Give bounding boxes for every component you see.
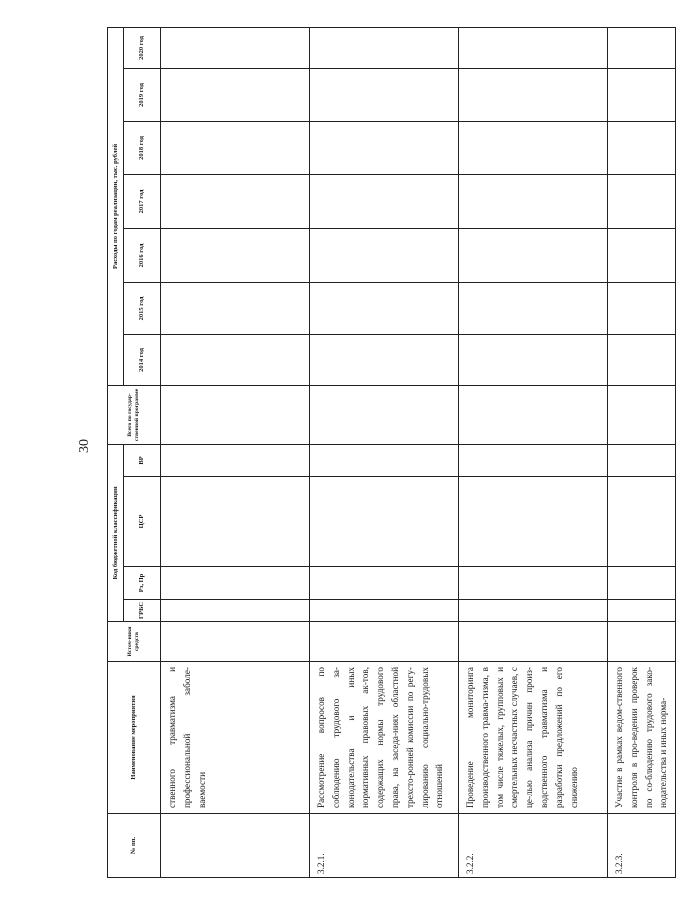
cell-2017 [459, 174, 608, 228]
header-year-2019: 2019 год [124, 68, 161, 121]
row-num: 3.2.1. [316, 853, 326, 874]
header-num: № пп. [108, 814, 161, 878]
cell-source [310, 622, 459, 662]
row-num-cell [608, 814, 676, 878]
cell-2020 [459, 27, 608, 68]
cell-2014 [459, 334, 608, 385]
cell-grbs [310, 600, 459, 622]
cell-2020 [161, 27, 310, 68]
page-number: 30 [77, 439, 92, 453]
row-num-cell [161, 814, 310, 878]
header-year-2015: 2015 год [124, 282, 161, 334]
cell-2020 [608, 27, 676, 68]
cell-2015 [459, 282, 608, 334]
cell-rzpr [459, 567, 608, 600]
cell-2014 [161, 334, 310, 385]
cell-2019 [310, 68, 459, 121]
cell-grbs [161, 600, 310, 622]
header-year-2018: 2018 год [124, 121, 161, 174]
cell-2020 [310, 27, 459, 68]
row-name: Проведение мониторинга производственного травма-тизма, в том числе тяжелых, групповых и смертельных несчастных случаев, с це-лью анализа причин произ-водственного травматизма и разработки предложений по его снижению [465, 667, 579, 808]
cell-source [161, 622, 310, 662]
row-num [161, 814, 169, 877]
program-activities-table [107, 27, 676, 878]
cell-vr [161, 444, 310, 476]
cell-total [161, 385, 310, 444]
row-name-cell [310, 662, 459, 814]
cell-vr [459, 444, 608, 476]
row-num: 3.2.2. [465, 853, 475, 874]
cell-grbs [608, 600, 676, 622]
cell-csr [161, 477, 310, 567]
cell-2018 [608, 121, 676, 174]
cell-2015 [161, 282, 310, 334]
cell-2017 [608, 174, 676, 228]
row-name-cell [608, 662, 676, 814]
table-row [310, 27, 459, 877]
cell-2018 [459, 121, 608, 174]
cell-rzpr [310, 567, 459, 600]
cell-2017 [310, 174, 459, 228]
row-num-cell [459, 814, 608, 878]
header-source: Источ-ники средств [108, 622, 161, 662]
cell-csr [310, 477, 459, 567]
rotated-table-wrapper [107, 28, 669, 878]
cell-2015 [608, 282, 676, 334]
cell-vr [310, 444, 459, 476]
cell-2019 [161, 68, 310, 121]
row-name-cell [459, 662, 608, 814]
header-rzpr: Рз, Пр [124, 567, 161, 600]
cell-2016 [459, 228, 608, 282]
header-name: Наименование мероприятия [108, 662, 161, 814]
table-row [459, 27, 608, 877]
cell-2014 [310, 334, 459, 385]
cell-grbs [459, 600, 608, 622]
cell-total [608, 385, 676, 444]
cell-2016 [161, 228, 310, 282]
cell-2015 [310, 282, 459, 334]
cell-rzpr [161, 567, 310, 600]
header-expenses-by-year: Расходы по годам реализации, тыс. рублей [108, 27, 124, 385]
cell-csr [608, 477, 676, 567]
row-name: Рассмотрение вопросов по соблюдению трудового за-конодательства и иных нормативных правовых ак-тов, содержащих нормы трудового права, на заседа-ниях областной трехсто-ронней комиссии по регу-лированию социально-трудовых отношений [316, 667, 445, 808]
cell-rzpr [608, 567, 676, 600]
header-grbs: ГРБС [124, 600, 161, 622]
header-year-2016: 2016 год [124, 228, 161, 282]
header-year-2017: 2017 год [124, 174, 161, 228]
cell-total [310, 385, 459, 444]
row-num-cell [310, 814, 459, 878]
row-name: Участие в рамках ведом-ственного контроля в про-ведении проверок по со-блюдению трудового зако-нодательства и иных норма- [614, 667, 669, 808]
cell-vr [608, 444, 676, 476]
header-year-2014: 2014 год [124, 334, 161, 385]
row-num: 3.2.3. [614, 853, 624, 874]
table-row [161, 27, 310, 877]
cell-csr [459, 477, 608, 567]
cell-2018 [161, 121, 310, 174]
header-total: Всего по государ-ственной программе [108, 385, 161, 444]
row-name-cell [161, 662, 310, 814]
cell-2018 [310, 121, 459, 174]
cell-total [459, 385, 608, 444]
cell-2014 [608, 334, 676, 385]
header-vr: ВР [124, 444, 161, 476]
cell-2016 [310, 228, 459, 282]
header-csr: ЦСР [124, 477, 161, 567]
row-name: ственного травматизма и профессиональной заболе-ваемости [167, 667, 207, 808]
header-row-1 [108, 27, 124, 877]
cell-2019 [459, 68, 608, 121]
cell-source [608, 622, 676, 662]
header-year-2020: 2020 год [124, 27, 161, 68]
header-budget-classification: Код бюджетной классификации [108, 444, 124, 621]
cell-2017 [161, 174, 310, 228]
cell-2019 [608, 68, 676, 121]
cell-2016 [608, 228, 676, 282]
cell-source [459, 622, 608, 662]
table-row [608, 27, 676, 877]
